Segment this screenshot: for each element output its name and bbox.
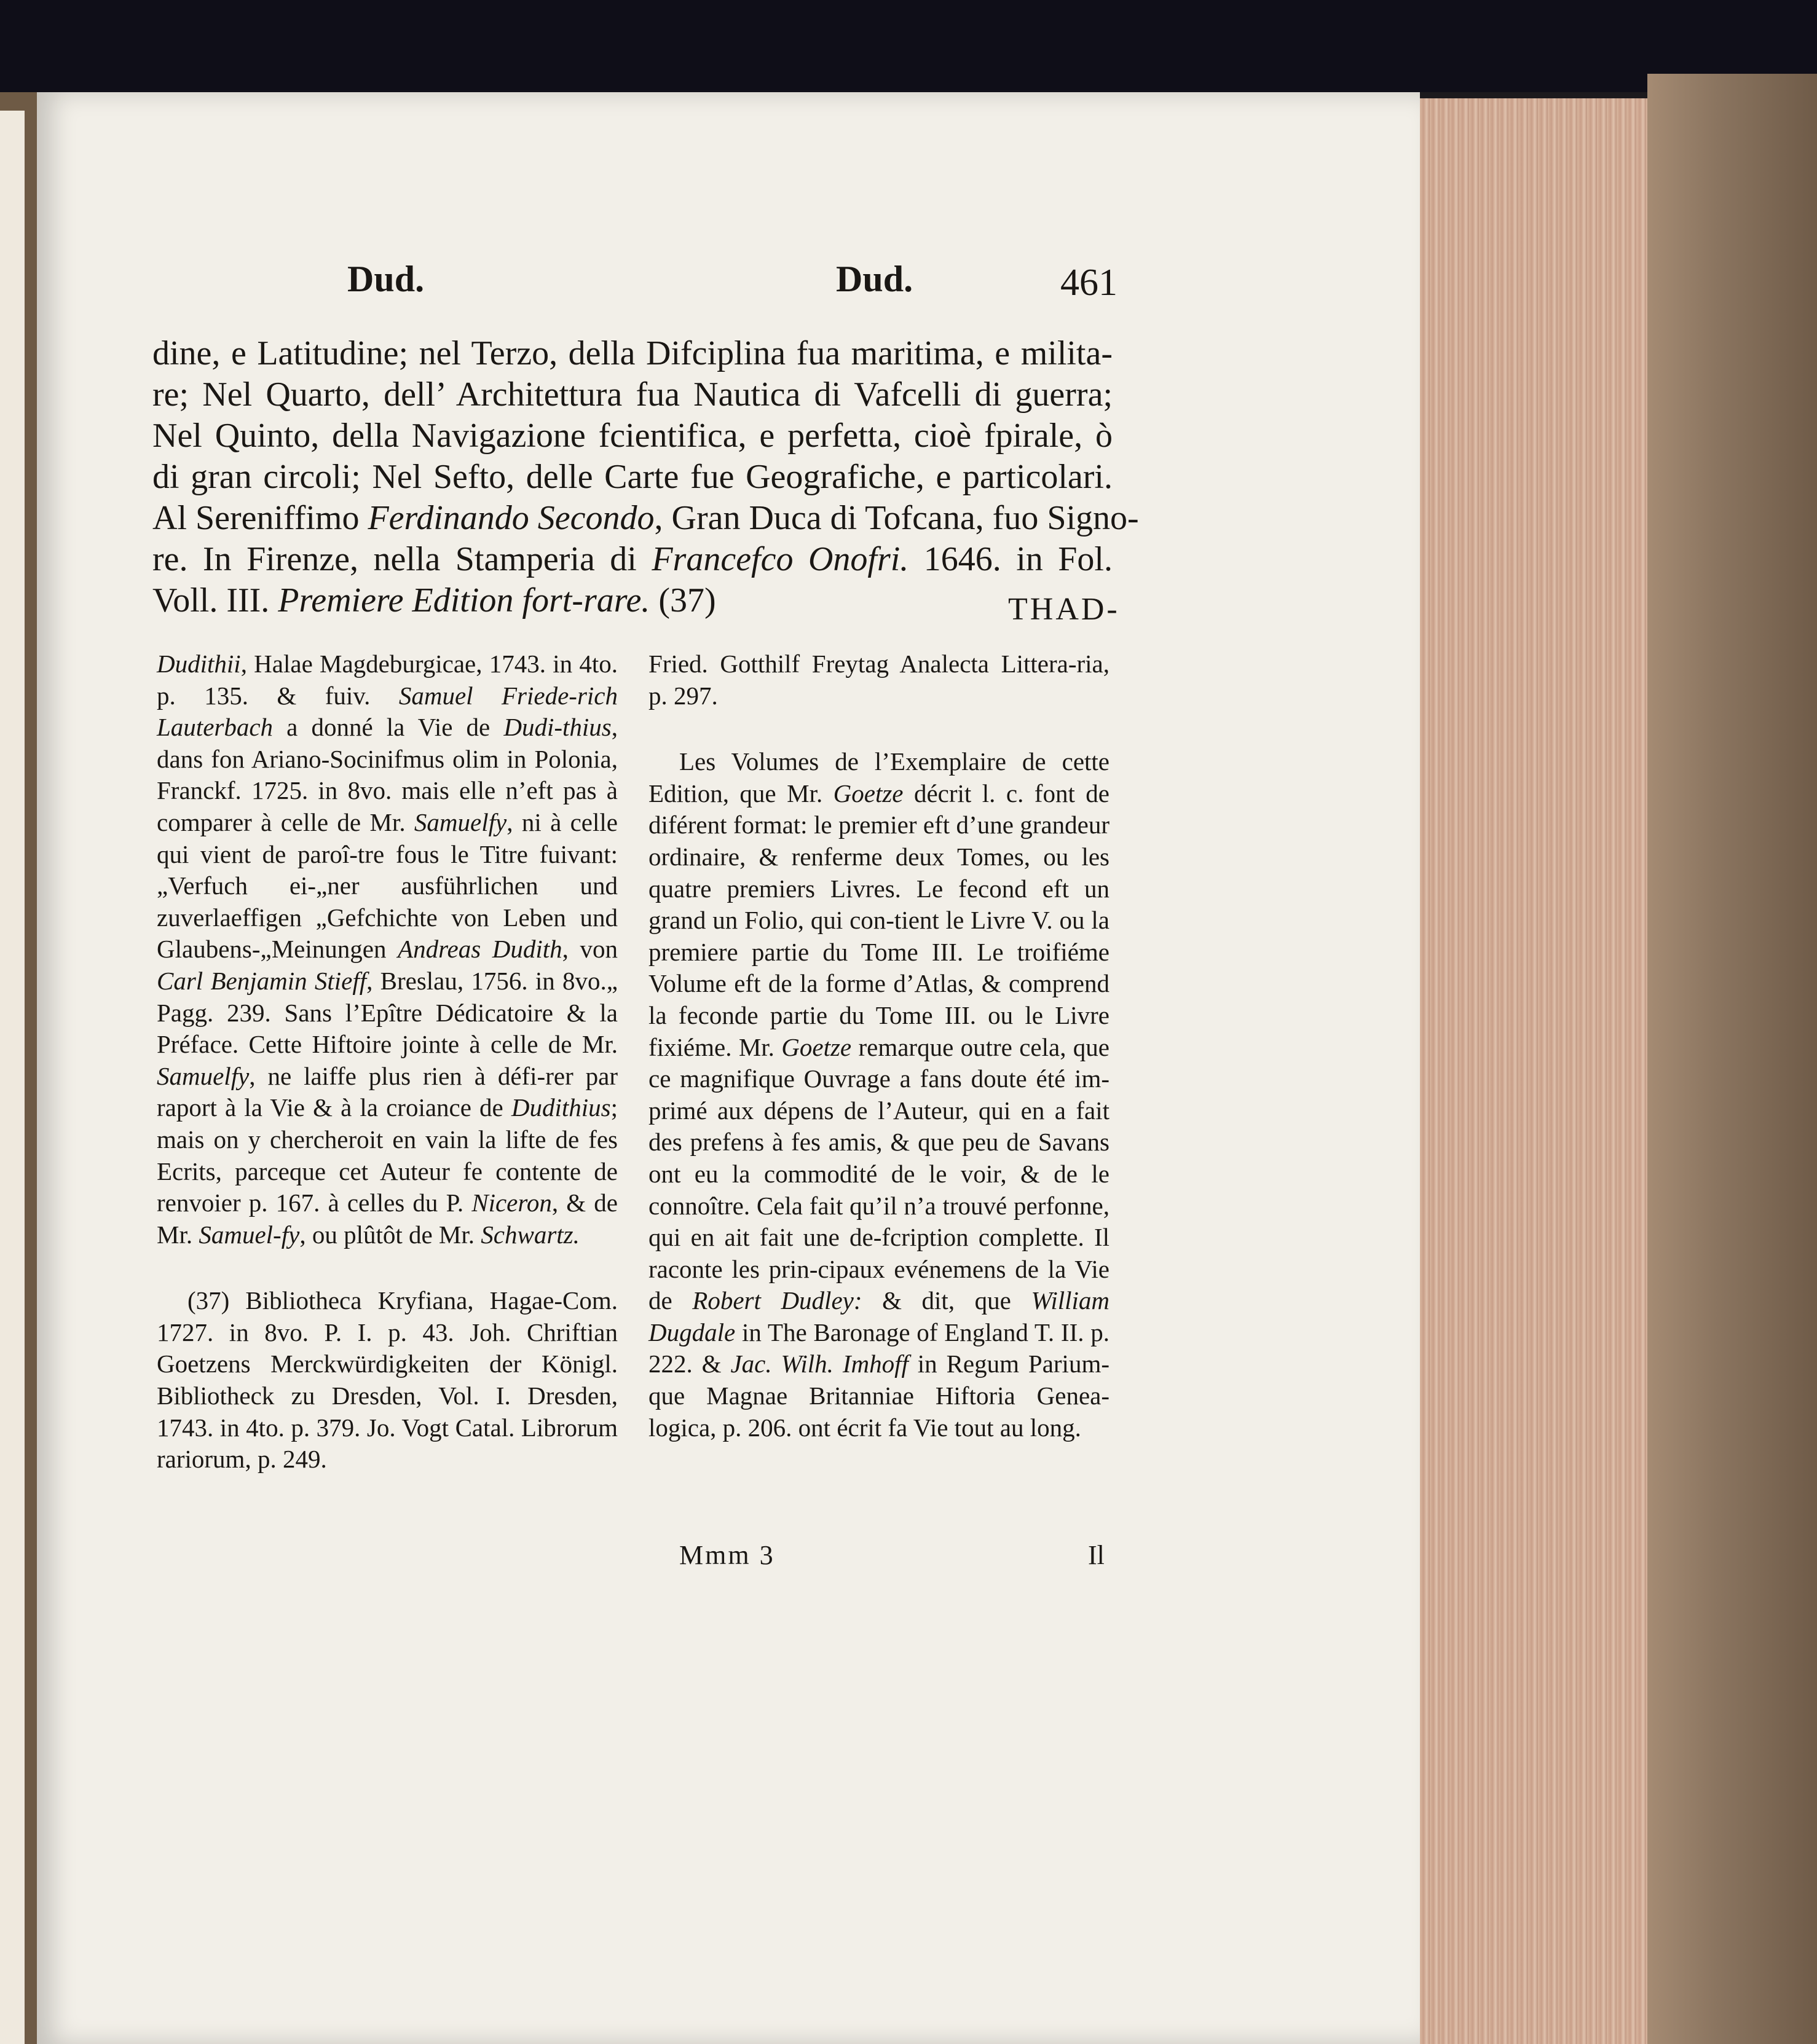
italic-text: Goetze: [833, 779, 904, 808]
left-page-edge: [0, 111, 25, 2044]
italic-text: Goetze: [781, 1032, 852, 1061]
catchword: THAD-: [1008, 592, 1120, 627]
main-line: re. In Firenze, nella Stamperia di Francefco Onofri. 1646. in Fol.: [152, 540, 1113, 578]
main-text: [152, 333, 1139, 621]
italic-text: Jac. Wilh. Imhoff: [730, 1350, 908, 1378]
page-block-edge: [1420, 98, 1647, 2044]
signature-mark: Mmm 3: [679, 1540, 775, 1570]
background-top: [0, 0, 1817, 92]
main-line: Nel Quinto, della Navigazione fcientifica, e perfetta, cioè fpirale, ò: [152, 417, 1113, 455]
italic-text: Samuel Friede-rich Lauterbach: [157, 681, 618, 742]
italic-text: Francefco Onofri.: [652, 540, 909, 578]
right-column: [648, 648, 1110, 1444]
running-head-left: Dud.: [347, 259, 425, 299]
italic-text: Andreas Dudith: [398, 935, 562, 964]
left-column: [157, 648, 618, 1476]
italic-text: Premiere Edition fort-rare.: [278, 581, 650, 619]
italic-text: Dudithii: [157, 650, 241, 678]
italic-text: Niceron: [471, 1189, 552, 1217]
italic-text: Samuelfy: [157, 1061, 250, 1090]
main-line: Al Sereniffimo Ferdinando Secondo, Gran Duca di Tofcana, fuo Signo-: [152, 499, 1139, 537]
right-paragraph: Fried. Gotthilf Freytag Analecta Littera-ria, p. 297.: [648, 650, 1110, 710]
main-line: Voll. III. Premiere Edition fort-rare. (37): [152, 581, 716, 619]
italic-text: Carl Benjamin Stieff: [157, 966, 367, 995]
italic-text: Samuelfy: [414, 808, 507, 836]
italic-text: Ferdinando Secondo: [368, 499, 655, 537]
footer-catchword: Il: [1088, 1540, 1105, 1570]
italic-text: Dudi-thius: [503, 713, 612, 742]
left-paragraph: Dudithii, Halae Magdeburgicae, 1743. in 4to. p. 135. & fuiv. Samuel Friede-rich Lauterbach a donné la Vie de Dudi-thius, dans fon Ariano-Socinifmus olim in Polonia, Franckf. 1725. in 8vo. mais elle n’eft pas à comparer à celle de Mr. Samuelfy, ni à celle qui vient de paroî-tre fous le Titre fuivant: „Verfuch ei-„ner ausführlichen und zuverlaeffigen „Gefchichte von Leben und Glaubens-„Meinungen Andreas Dudith, von Carl Benjamin Stieff, Breslau, 1756. in 8vo.„ Pagg. 239. Sans l’Epître Dédicatoire & la Préface. Cette Hiftoire jointe à celle de Mr. Samuelfy, ne laiffe plus rien à défi-rer par raport à la Vie & à la croiance de Dudithius; mais on y chercheroit en vain la lifte de fes Ecrits, parceque cet Auteur fe contente de renvoier p. 167. à celles du P. Niceron, & de Mr. Samuel-fy, ou plûtôt de Mr. Schwartz.: [157, 650, 618, 1249]
main-line: dine, e Latitudine; nel Terzo, della Difciplina fua maritima, e milita-: [152, 334, 1113, 372]
italic-text: Dudithius: [511, 1093, 611, 1122]
main-line: re; Nel Quarto, dell’ Architettura fua Nautica di Vafcelli di guerra;: [152, 375, 1113, 414]
page-number: 461: [1060, 262, 1117, 304]
right-paragraph: Les Volumes de l’Exemplaire de cette Edition, que Mr. Goetze décrit l. c. font de diférent format: le premier eft d’une grandeur ordinaire, & renferme deux Tomes, ou les quatre premiers Livres. Le fecond eft un grand un Folio, qui con-tient le Livre V. ou la premiere partie du Tome III. Le troifiéme Volume eft de la forme d’Atlas, & comprend la feconde partie du Tome III. ou le Livre fixiéme. Mr. Goetze remarque outre cela, que ce magnifique Ouvrage a fans doute été im-primé aux dépens de l’Auteur, qui en a fait des prefens à fes amis, & que peu de Savans ont eu la commodité de le voir, & de le connoître. Cela fait qu’il n’a trouvé perfonne, qui en ait fait une de-fcription complette. Il raconte les prin-cipaux evénemens de la Vie de Robert Dudley: & dit, que William Dugdale in The Baronage of England T. II. p. 222. & Jac. Wilh. Imhoff in Regum Parium-que Magnae Britanniae Hiftoria Genea-logica, p. 206. ont écrit fa Vie tout au long.: [648, 747, 1110, 1442]
running-head-center: Dud.: [836, 259, 913, 299]
italic-text: Schwartz.: [481, 1220, 580, 1249]
book-cover-edge: [1647, 74, 1817, 2044]
italic-text: Samuel-fy: [199, 1220, 300, 1249]
footnote-37: (37) Bibliotheca Kryfiana, Hagae-Com. 1727. in 8vo. P. I. p. 43. Joh. Chriftian Goetzens Merckwürdigkeiten der Königl. Bibliotheck zu Dresden, Vol. I. Dresden, 1743. in 4to. p. 379. Jo. Vogt Catal. Librorum rariorum, p. 249.: [157, 1286, 618, 1474]
main-line: di gran circoli; Nel Sefto, delle Carte fue Geografiche, e particolari.: [152, 458, 1113, 496]
italic-text: William Dugdale: [648, 1286, 1110, 1346]
italic-text: Robert Dudley:: [692, 1286, 862, 1315]
